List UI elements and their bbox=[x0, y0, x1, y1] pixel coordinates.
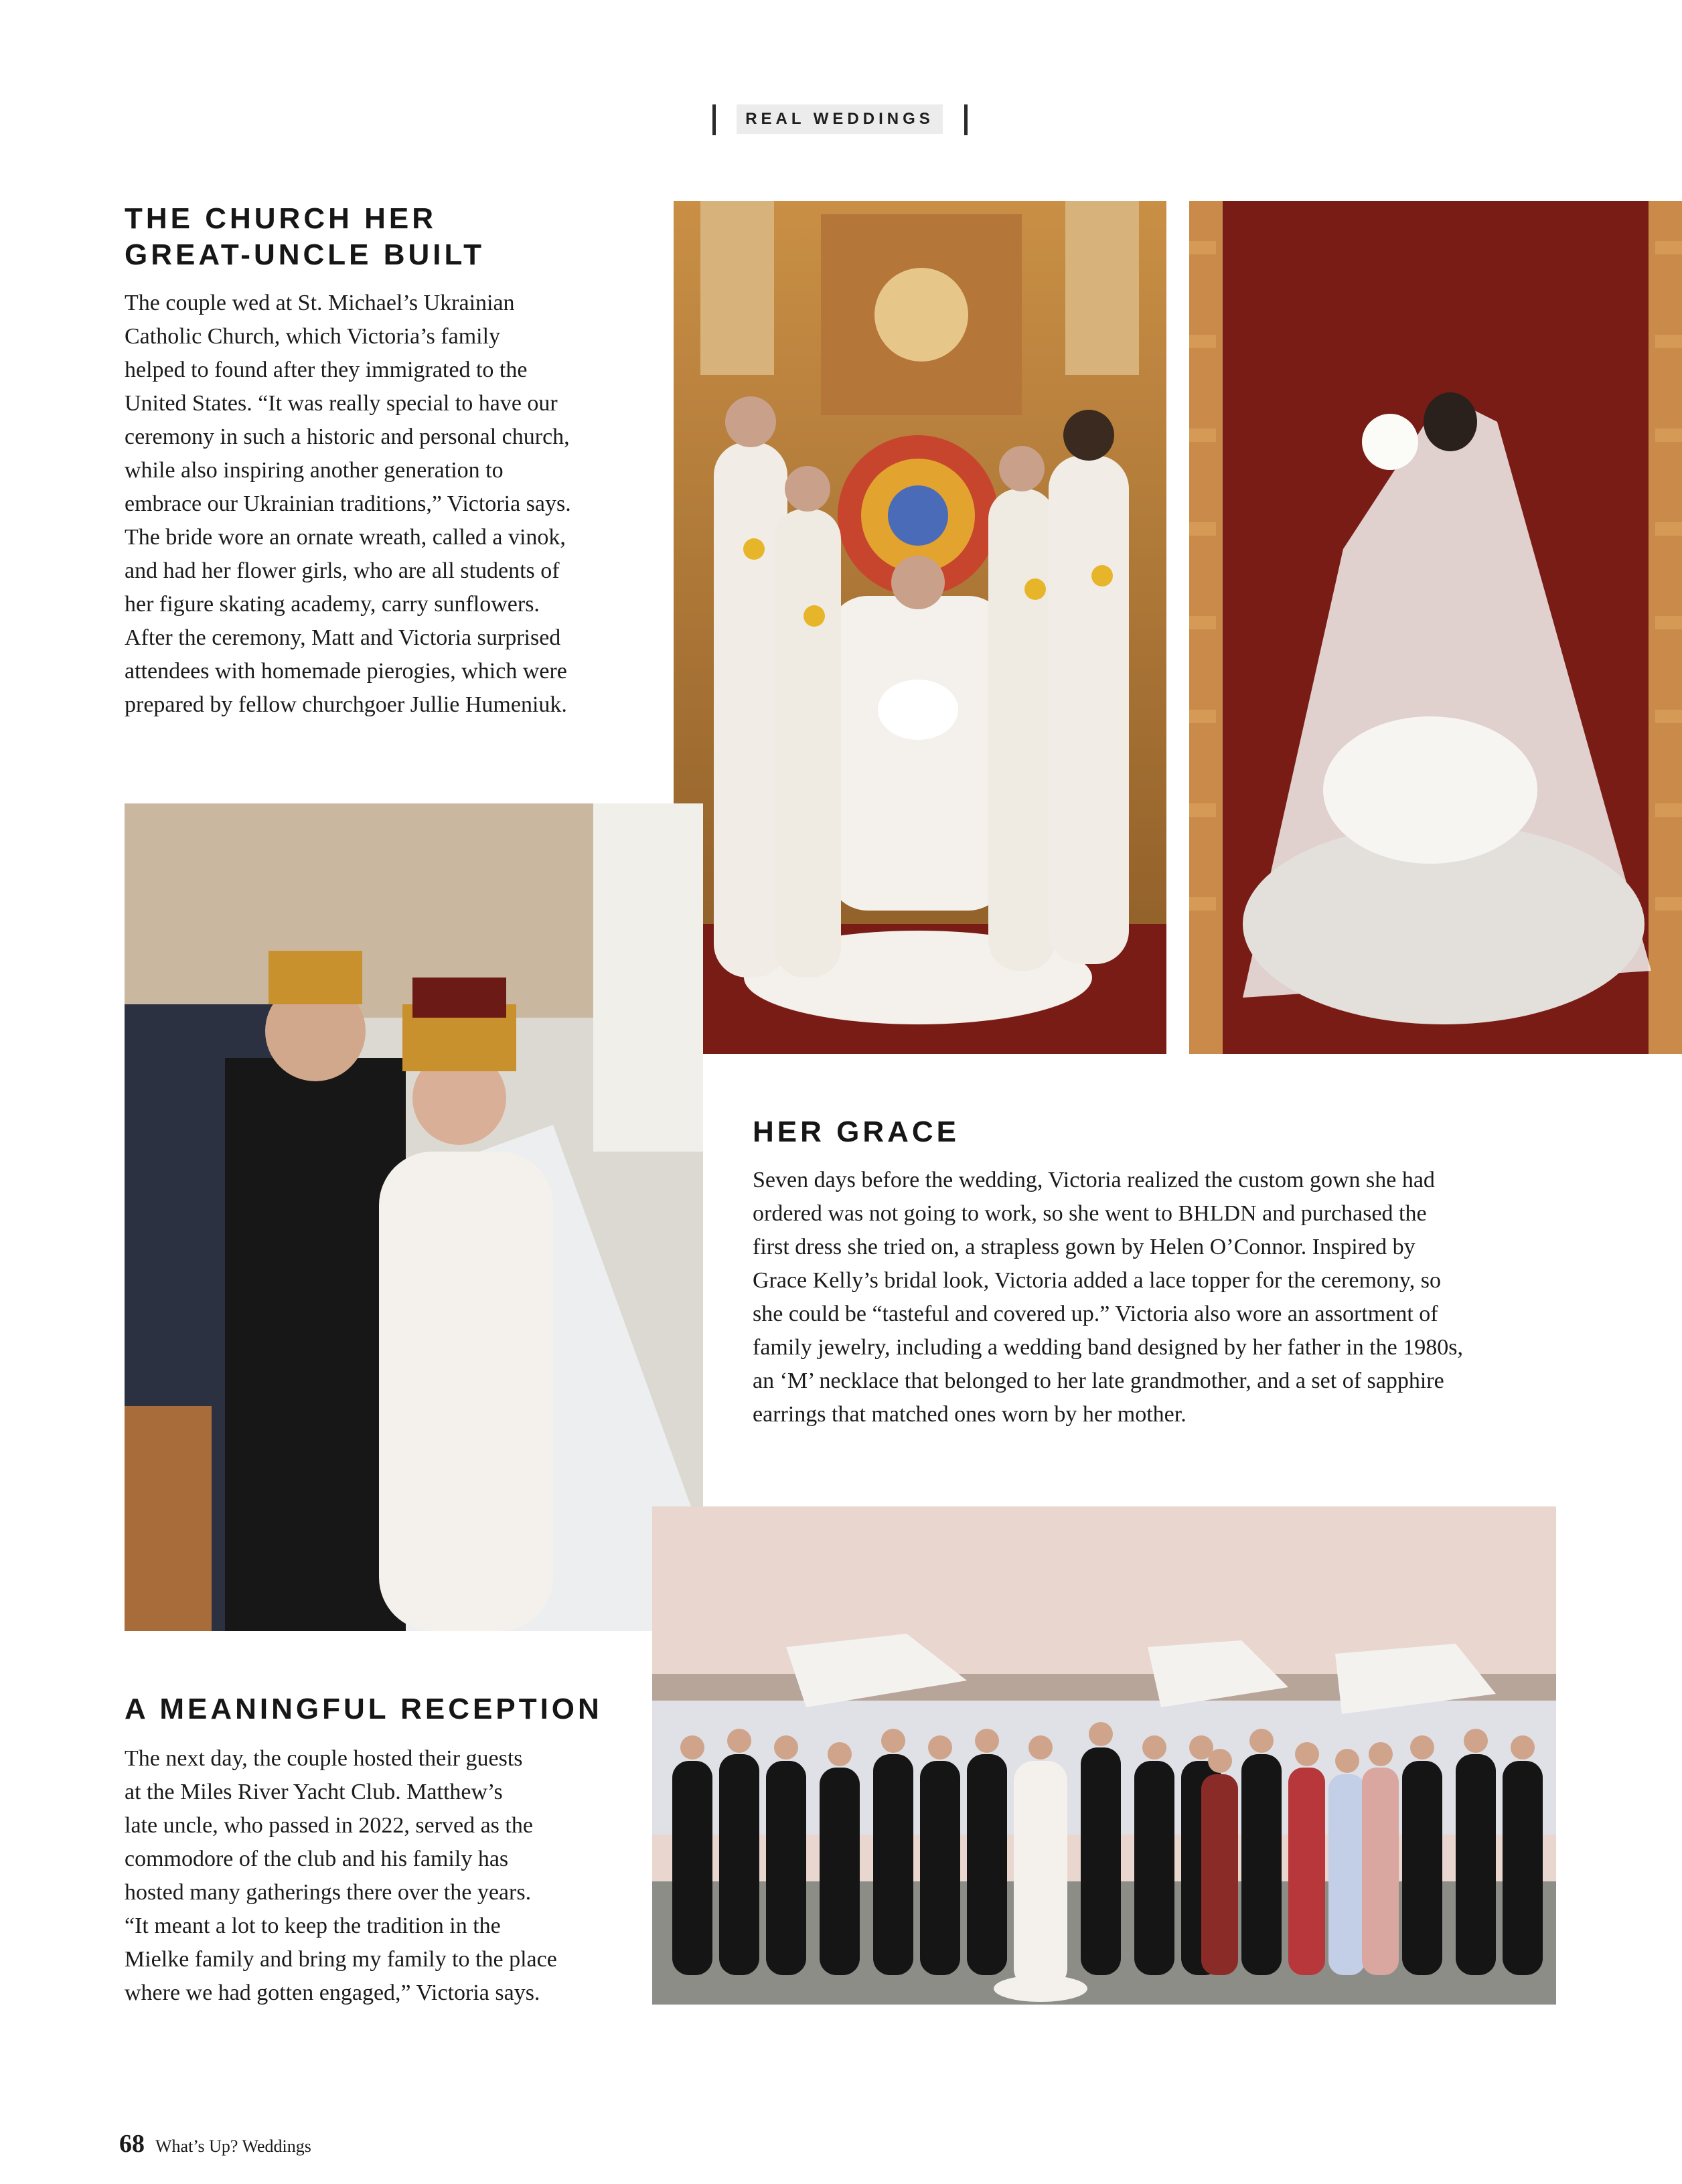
section-tag bbox=[704, 100, 972, 138]
body-line: Mielke family and bring my family to the place bbox=[125, 1947, 557, 1972]
tag-divider-left bbox=[712, 104, 716, 135]
body-line: Grace Kelly’s bridal look, Victoria added a lace topper for the ceremony, so bbox=[753, 1268, 1441, 1293]
body-line: embrace our Ukrainian traditions,” Victoria says. bbox=[125, 491, 571, 516]
photo-couple-crowns bbox=[125, 803, 703, 1631]
body-line: commodore of the club and his family has bbox=[125, 1847, 509, 1871]
heading-line: GREAT-UNCLE BUILT bbox=[125, 238, 485, 271]
body-line: Seven days before the wedding, Victoria realized the custom gown she had bbox=[753, 1168, 1435, 1192]
reception-heading: A MEANINGFUL RECEPTION bbox=[125, 1693, 603, 1725]
body-line: she could be “tasteful and covered up.” Victoria also wore an assortment of bbox=[753, 1302, 1438, 1326]
body-line: United States. “It was really special to have our bbox=[125, 391, 558, 416]
body-line: ordered was not going to work, so she went to BHLDN and purchased the bbox=[753, 1201, 1427, 1226]
publication-name: What’s Up? Weddings bbox=[155, 2136, 311, 2156]
body-line: The couple wed at St. Michael’s Ukrainian bbox=[125, 291, 515, 315]
photo-yacht-club-group bbox=[652, 1506, 1556, 2005]
body-line: her figure skating academy, carry sunflowers. bbox=[125, 592, 540, 617]
body-line: while also inspiring another generation to bbox=[125, 458, 504, 483]
body-line: The bride wore an ornate wreath, called a vinok, bbox=[125, 525, 566, 550]
body-line: attendees with homemade pierogies, which were bbox=[125, 659, 567, 684]
body-line: hosted many gatherings there over the years. bbox=[125, 1880, 532, 1905]
page-footer bbox=[119, 2129, 311, 2159]
grace-body bbox=[753, 1164, 1463, 1431]
section-label: REAL WEDDINGS bbox=[737, 104, 943, 134]
photo-overhead-veil bbox=[1189, 201, 1682, 1054]
heading-line: THE CHURCH HER bbox=[125, 202, 437, 235]
grace-heading: HER GRACE bbox=[753, 1115, 960, 1148]
body-line: The next day, the couple hosted their guests bbox=[125, 1746, 523, 1771]
body-line: ceremony in such a historic and personal church, bbox=[125, 424, 570, 449]
body-line: family jewelry, including a wedding band designed by her father in the 1980s, bbox=[753, 1335, 1463, 1360]
body-line: and had her flower girls, who are all students of bbox=[125, 558, 560, 583]
reception-body bbox=[125, 1742, 557, 2010]
body-line: an ‘M’ necklace that belonged to her late grandmother, and a set of sapphire bbox=[753, 1369, 1444, 1393]
body-line: where we had gotten engaged,” Victoria says. bbox=[125, 1980, 540, 2005]
page-number: 68 bbox=[119, 2130, 145, 2158]
photo-bride-flower-girls bbox=[674, 201, 1166, 1054]
body-line: “It meant a lot to keep the tradition in the bbox=[125, 1914, 501, 1938]
body-line: After the ceremony, Matt and Victoria surprised bbox=[125, 625, 561, 650]
body-line: earrings that matched ones worn by her mother. bbox=[753, 1402, 1187, 1427]
body-line: Catholic Church, which Victoria’s family bbox=[125, 324, 501, 349]
body-line: late uncle, who passed in 2022, served as the bbox=[125, 1813, 533, 1838]
body-line: at the Miles River Yacht Club. Matthew’s bbox=[125, 1780, 503, 1804]
body-line: prepared by fellow churchgoer Jullie Humeniuk. bbox=[125, 692, 567, 717]
tag-divider-right bbox=[964, 104, 968, 135]
body-line: first dress she tried on, a strapless gown by Helen O’Connor. Inspired by bbox=[753, 1235, 1416, 1259]
church-heading bbox=[125, 201, 485, 273]
church-body bbox=[125, 287, 571, 722]
body-line: helped to found after they immigrated to the bbox=[125, 358, 528, 382]
